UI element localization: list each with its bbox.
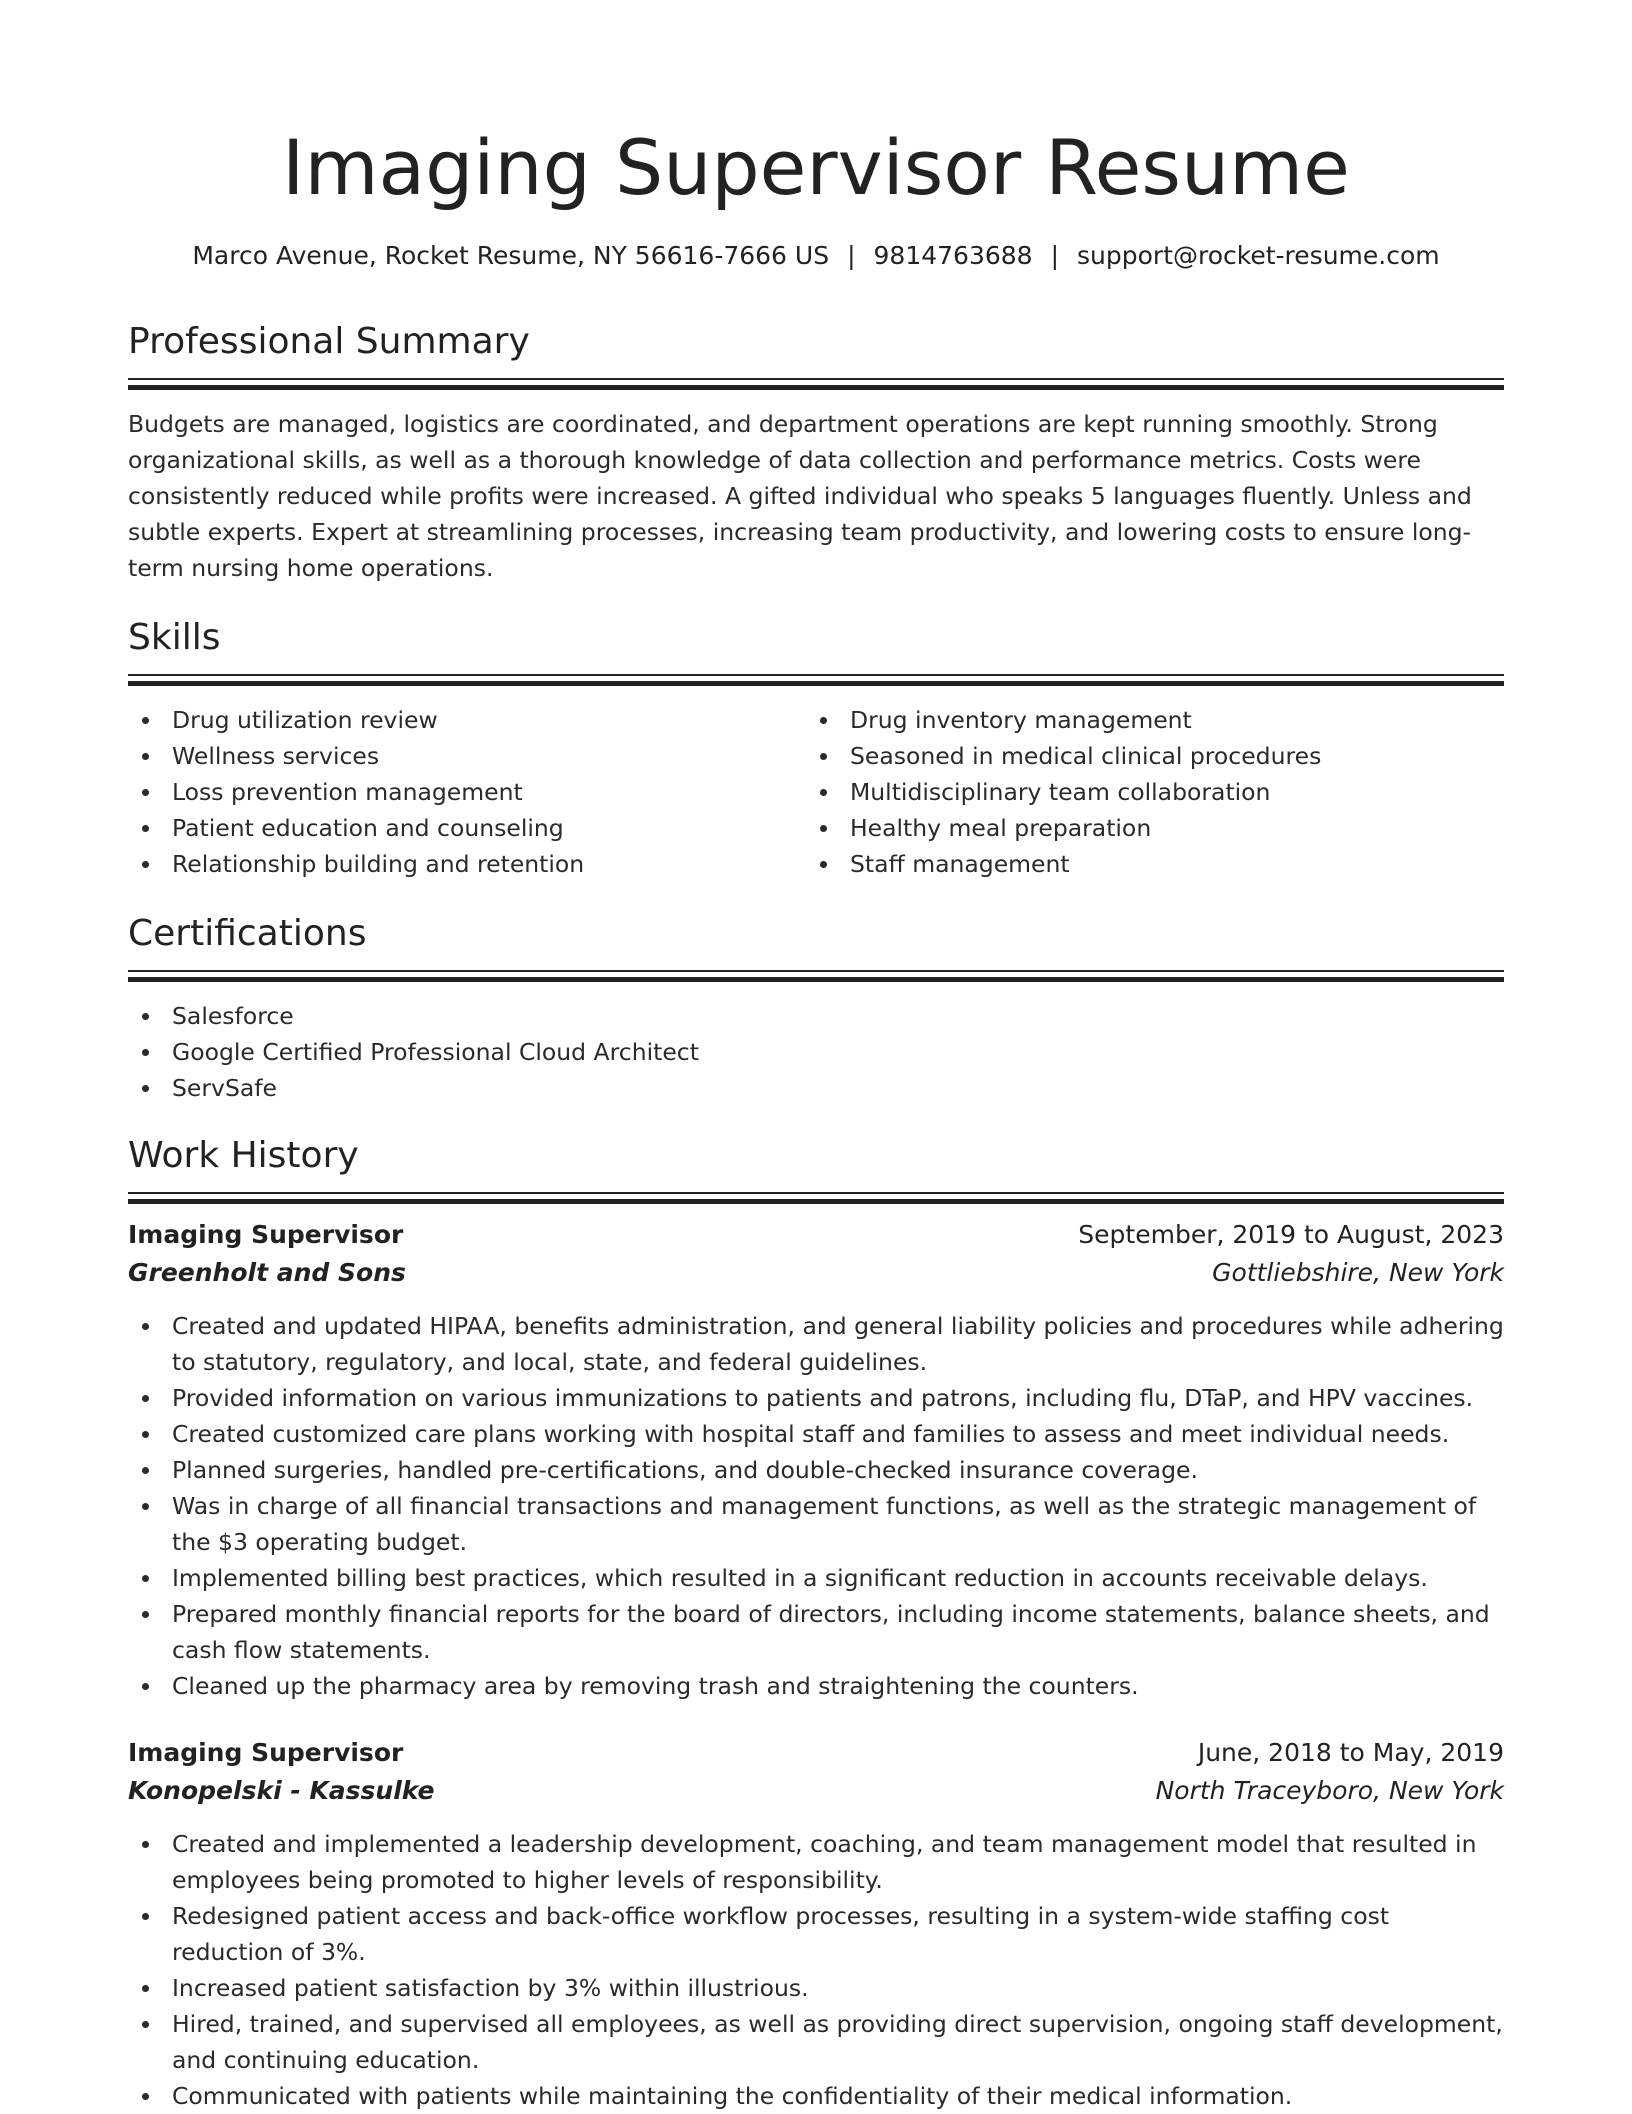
list-item: Patient education and counseling [128, 810, 806, 846]
job-title: Imaging Supervisor [128, 1738, 404, 1767]
list-item: Planned surgeries, handled pre-certifications, and double-checked insurance coverage. [128, 1452, 1504, 1488]
contact-separator: | [1050, 241, 1060, 270]
contact-phone: 9814763688 [873, 241, 1033, 270]
list-item: Cleaned up the pharmacy area by removing trash and straightening the counters. [128, 1668, 1504, 1704]
section-heading: Work History [128, 1135, 359, 1176]
list-item: Staff management [806, 846, 1484, 882]
job-company: Greenholt and Sons [128, 1258, 406, 1287]
list-item: Created and implemented a leadership development, coaching, and team management model that resulted in employees being promoted to higher levels of responsibility. [128, 1826, 1504, 1898]
list-item: Drug inventory management [806, 702, 1484, 738]
job-duties [128, 1826, 1504, 2114]
job-company: Konopelski - Kassulke [128, 1776, 435, 1805]
job-title: Imaging Supervisor [128, 1220, 404, 1249]
list-item: Communicated with patients while maintaining the confidentiality of their medical information. [128, 2078, 1504, 2114]
resume-title: Imaging Supervisor Resume [282, 123, 1350, 212]
summary-section [128, 318, 1504, 586]
job-header [128, 1216, 1504, 1254]
section-divider [128, 674, 1504, 686]
skills-columns [128, 702, 1504, 882]
section-divider [128, 378, 1504, 390]
list-item: Healthy meal preparation [806, 810, 1484, 846]
job-entry [128, 1216, 1504, 1704]
contact-line [128, 238, 1504, 274]
list-item: Loss prevention management [128, 774, 806, 810]
list-item: Prepared monthly financial reports for the board of directors, including income statements, balance sheets, and cash flow statements. [128, 1596, 1504, 1668]
section-divider [128, 970, 1504, 982]
list-item: Created customized care plans working with hospital staff and families to assess and meet individual needs. [128, 1416, 1504, 1452]
list-item: Relationship building and retention [128, 846, 806, 882]
certifications-list [128, 998, 1504, 1106]
work-history-section [128, 1132, 1504, 2114]
section-heading: Skills [128, 617, 221, 658]
list-item: Implemented billing best practices, which resulted in a significant reduction in accounts receivable delays. [128, 1560, 1504, 1596]
contact-address: Marco Avenue, Rocket Resume, NY 56616-7666 US [192, 241, 830, 270]
job-subheader [128, 1772, 1504, 1810]
list-item: Multidisciplinary team collaboration [806, 774, 1484, 810]
list-item: ServSafe [128, 1070, 1504, 1106]
job-location: North Traceyboro, New York [1155, 1776, 1504, 1805]
list-item: Wellness services [128, 738, 806, 774]
skills-list-left [128, 702, 806, 882]
section-divider [128, 1192, 1504, 1204]
job-duties [128, 1308, 1504, 1704]
job-dates: September, 2019 to August, 2023 [1078, 1220, 1504, 1249]
section-heading: Certifications [128, 913, 367, 954]
job-location: Gottliebshire, New York [1212, 1258, 1504, 1287]
list-item: Created and updated HIPAA, benefits administration, and general liability policies and procedures while adhering to statutory, regulatory, and local, state, and federal guidelines. [128, 1308, 1504, 1380]
contact-separator: | [847, 241, 856, 270]
summary-text: Budgets are managed, logistics are coordinated, and department operations are kept running smoothly. Strong organizational skills, as well as a thorough knowledge of data collection and performance metrics. Costs were consistently reduced while profits were increased. A gifted individual who speaks 5 languages fluently. Unless and subtle experts. Expert at streamlining processes, increasing team productivity, and lowering costs to ensure long-term nursing home operations. [128, 410, 1472, 582]
list-item: Drug utilization review [128, 702, 806, 738]
list-item: Salesforce [128, 998, 1504, 1034]
skills-section [128, 614, 1504, 882]
list-item: Hired, trained, and supervised all employees, as well as providing direct supervision, ongoing staff development, and continuing education. [128, 2006, 1504, 2078]
contact-email[interactable]: support@rocket-resume.com [1077, 241, 1440, 270]
list-item: Was in charge of all financial transactions and management functions, as well as the strategic management of the $3 operating budget. [128, 1488, 1504, 1560]
list-item: Google Certified Professional Cloud Architect [128, 1034, 1504, 1070]
list-item: Increased patient satisfaction by 3% within illustrious. [128, 1970, 1504, 2006]
job-subheader [128, 1254, 1504, 1292]
list-item: Provided information on various immunizations to patients and patrons, including flu, DTaP, and HPV vaccines. [128, 1380, 1504, 1416]
job-header [128, 1734, 1504, 1772]
list-item: Redesigned patient access and back-office workflow processes, resulting in a system-wide staffing cost reduction of 3%. [128, 1898, 1504, 1970]
certifications-section [128, 910, 1504, 1106]
job-entry [128, 1734, 1504, 2114]
list-item: Seasoned in medical clinical procedures [806, 738, 1484, 774]
job-dates: June, 2018 to May, 2019 [1197, 1738, 1504, 1767]
skills-list-right [806, 702, 1484, 882]
section-heading: Professional Summary [128, 321, 530, 362]
